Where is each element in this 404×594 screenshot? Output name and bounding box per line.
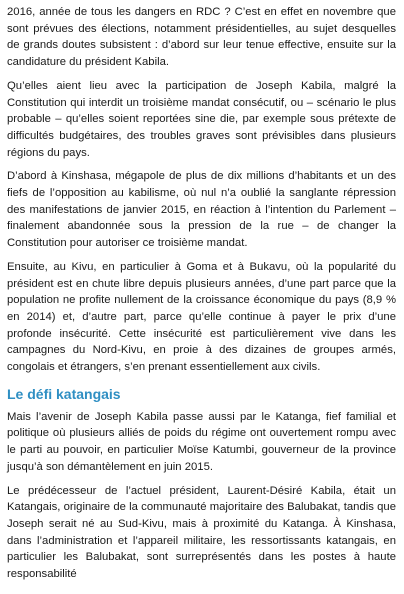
section-heading: Le défi katangais <box>7 385 121 402</box>
paragraph-katanga: Mais l’avenir de Joseph Kabila passe aussi par le Katanga, fief familial et politique où plusieurs alliés de poids du régime ont ouvertement rompu avec le parti au pouvoir, en particulier Moïse Katumbi, gouverneur de la province jusqu’à son démantèlement en juin 2015. <box>7 410 396 473</box>
paragraph-elections: 2016, année de tous les dangers en RDC ? C’est en effet en novembre que sont prévues des élections, notamment présidentielles, au sujet desquelles de grands doutes subsistent : d’abord sur leur tenue effective, ensuite sur la candidature du président Kabila. <box>7 6 396 69</box>
paragraph-kivu: Ensuite, au Kivu, en particulier à Goma et à Bukavu, où la popularité du président est en chute libre depuis plusieurs années, d’une part parce que la population ne profite nullement de la croissance économique du pays (8,9 % en 2014) et, d’autre part, parce qu’elle continue à payer le prix d’une profonde insécurité. Cette insécurité est particulièrement vive dans les campagnes du Nord-Kivu, en proie à des dizaines de groupes armés, congolais et étrangers, s’en prenant essentiellement aux civils. <box>7 260 396 374</box>
paragraph-kabila-participation: Qu’elles aient lieu avec la participation de Joseph Kabila, malgré la Constitution qui interdit un troisième mandat consécutif, ou – scénario le plus probable – qu’elles soient reportées sine die, par exemple sous prétexte de difficultés budgétaires, des troubles graves sont prévisibles dans plusieurs régions du pays. <box>7 79 396 159</box>
paragraph-predecessor: Le prédécesseur de l’actuel président, Laurent-Désiré Kabila, était un Katangais, originaire de la communauté majoritaire des Balubakat, tandis que Joseph serait né au Sud-Kivu, mais à proximité du Katanga. À Kinshasa, dans l’administration et l’appareil militaire, les ressortissants katangais, en particulier les Balubakat, sont surreprésentés dans les postes à haute responsabilité <box>7 484 396 581</box>
paragraph-kinshasa: D’abord à Kinshasa, mégapole de plus de dix millions d’habitants et un des fiefs de l’opposition au kabilisme, où nul n’a oublié la sanglante répression des manifestations de janvier 2015, en réaction à l’intention du Parlement – finalement abandonnée sous la pression de la rue – de changer la Constitution pour autoriser ce troisième mandat. <box>7 170 396 250</box>
